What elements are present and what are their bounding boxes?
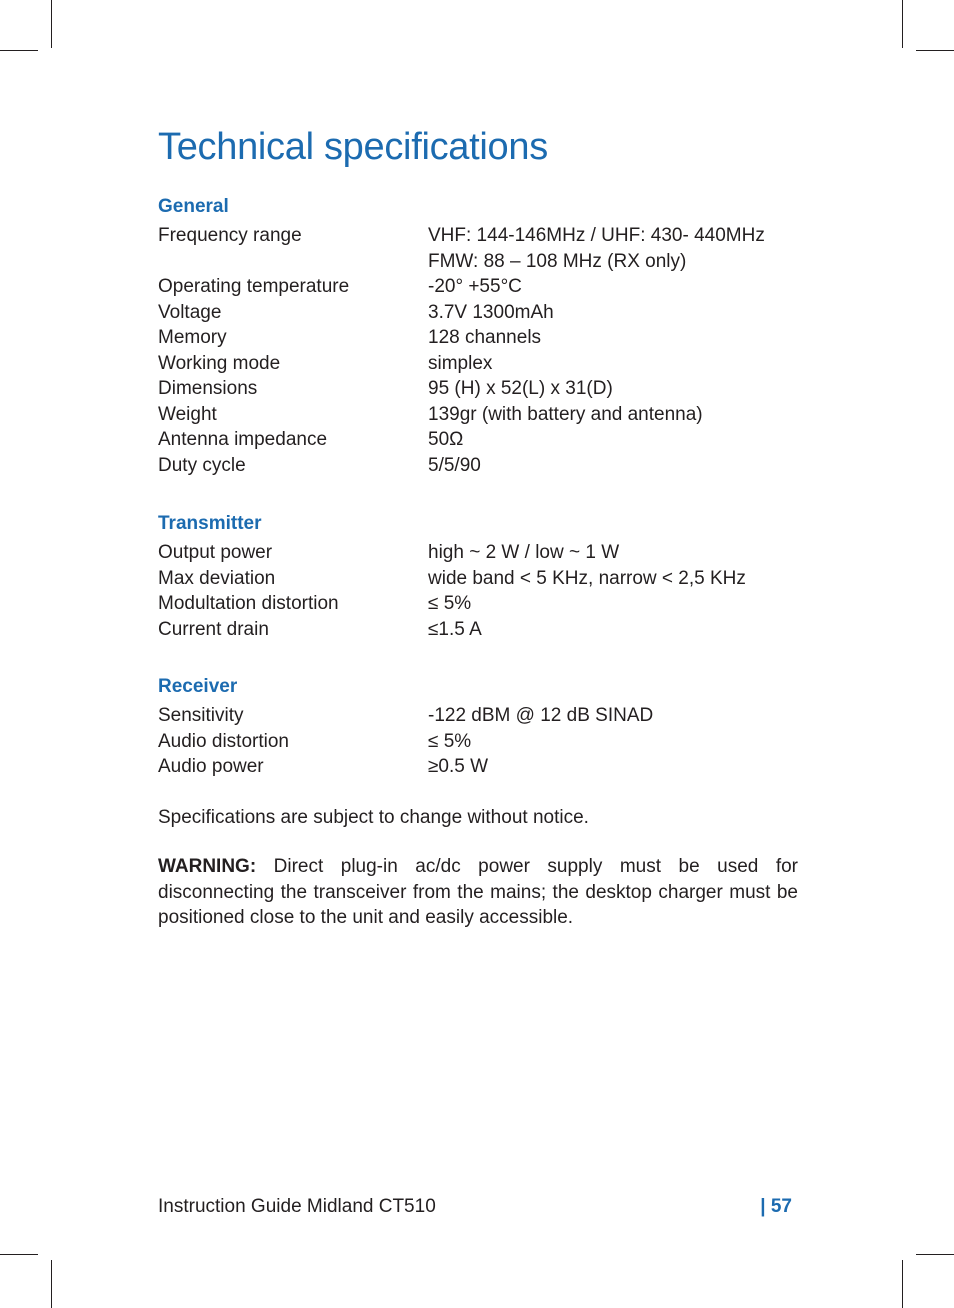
- crop-mark: [916, 1254, 954, 1255]
- spec-value: ≥0.5 W: [428, 756, 489, 777]
- spec-value: simplex: [428, 352, 493, 374]
- spec-value: 128 channels: [428, 327, 542, 348]
- warning-text: Direct plug-in ac/dc power supply must be used for disconnecting the transceiver from the mains; the desktop charger must be positioned close to the unit and easily accessible.: [158, 856, 798, 928]
- footer-guide-title: Instruction Guide Midland CT510: [158, 1196, 436, 1217]
- warning-label: WARNING:: [158, 856, 257, 877]
- spec-value: -20° +55°C: [428, 276, 522, 297]
- spec-label: Output power: [158, 542, 273, 563]
- spec-label: Current drain: [158, 618, 269, 640]
- crop-mark: [0, 50, 38, 51]
- section-heading-transmitter: Transmitter: [158, 513, 262, 534]
- crop-mark: [0, 1254, 38, 1255]
- spec-value: -122 dBM @ 12 dB SINAD: [428, 705, 654, 726]
- spec-label: Memory: [158, 327, 227, 348]
- crop-mark: [51, 1260, 52, 1308]
- spec-value: ≤ 5%: [428, 730, 472, 752]
- crop-mark: [902, 0, 903, 48]
- section-heading-receiver: Receiver: [158, 676, 238, 697]
- spec-label: Modultation distortion: [158, 593, 339, 614]
- spec-label: Audio power: [158, 756, 264, 777]
- spec-value-line: VHF: 144-146MHz / UHF: 430- 440MHz: [428, 225, 765, 246]
- notice-text: Specifications are subject to change without notice.: [158, 807, 589, 828]
- spec-value: 95 (H) x 52(L) x 31(D): [428, 378, 613, 399]
- spec-value: [428, 226, 765, 277]
- crop-mark: [51, 0, 52, 48]
- page-number: | 57: [760, 1196, 792, 1217]
- spec-label: Antenna impedance: [158, 429, 328, 450]
- spec-label: Dimensions: [158, 378, 258, 399]
- spec-value: 50Ω: [428, 429, 464, 450]
- page-title: Technical specifications: [158, 126, 548, 168]
- spec-label: Sensitivity: [158, 705, 244, 726]
- spec-value: 5/5/90: [428, 454, 481, 476]
- spec-label: Weight: [158, 403, 217, 425]
- spec-label: Working mode: [158, 352, 281, 374]
- spec-label: Frequency range: [158, 225, 302, 246]
- crop-mark: [916, 50, 954, 51]
- spec-label: Max deviation: [158, 567, 276, 589]
- spec-value: ≤ 5%: [428, 593, 472, 614]
- spec-value: high ~ 2 W / low ~ 1 W: [428, 542, 620, 563]
- spec-value: 139gr (with battery and antenna): [428, 403, 703, 425]
- spec-label: Operating temperature: [158, 276, 350, 297]
- warning-paragraph: [158, 854, 798, 931]
- spec-value: wide band < 5 KHz, narrow < 2,5 KHz: [428, 567, 746, 589]
- spec-value-line: FMW: 88 – 108 MHz (RX only): [428, 250, 687, 272]
- spec-label: Voltage: [158, 301, 222, 323]
- spec-value: ≤1.5 A: [428, 618, 482, 640]
- spec-label: Duty cycle: [158, 454, 246, 476]
- section-heading-general: General: [158, 196, 229, 217]
- spec-label: Audio distortion: [158, 730, 289, 752]
- crop-mark: [902, 1260, 903, 1308]
- spec-value: 3.7V 1300mAh: [428, 301, 554, 323]
